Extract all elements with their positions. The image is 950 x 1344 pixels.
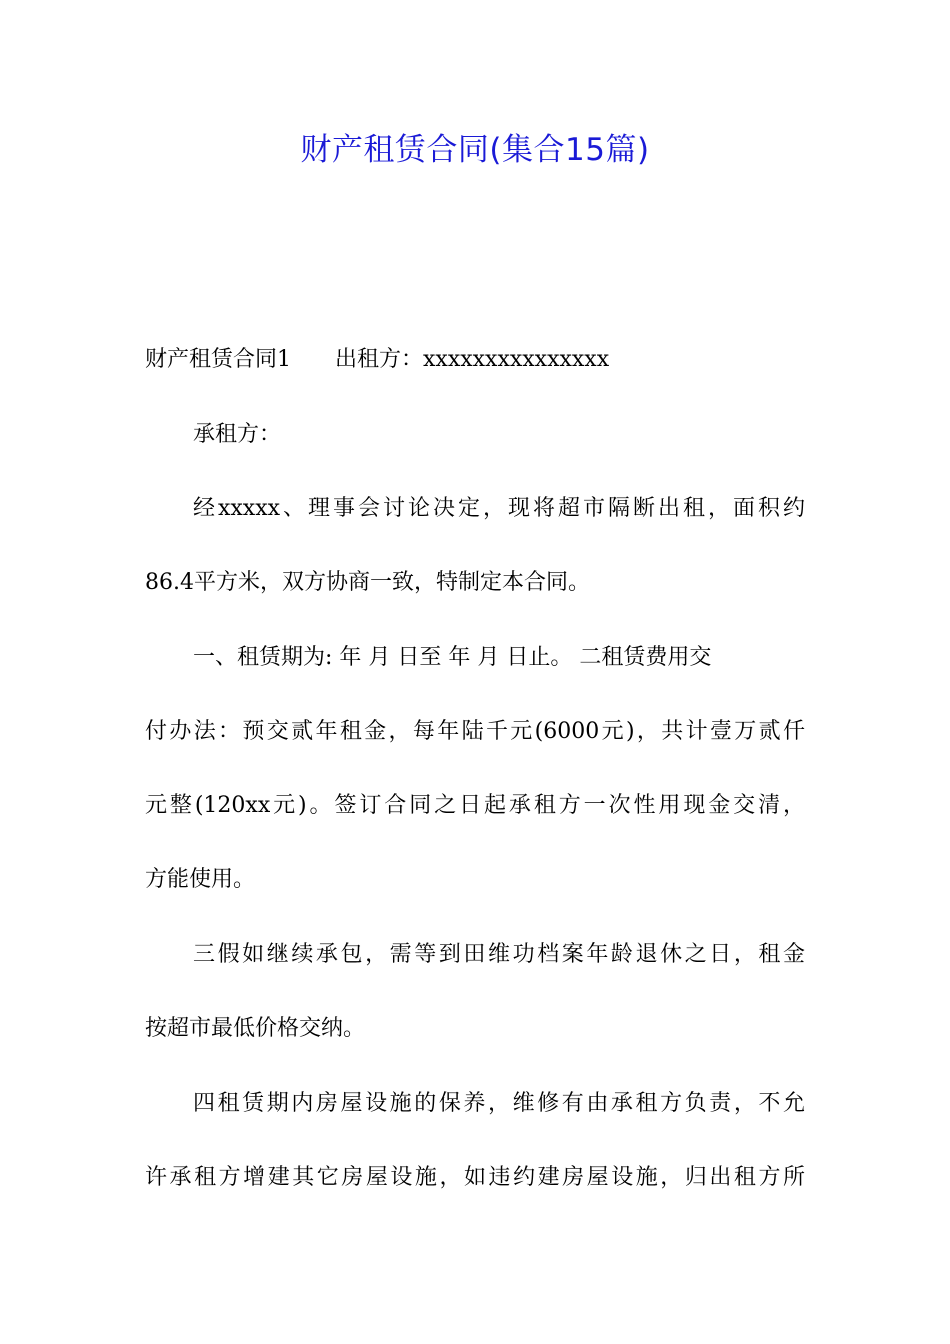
paragraph-line-6: 付办法：预交贰年租金，每年陆千元(6000元)，共计壹万贰仟: [145, 719, 805, 744]
paragraph-line-12: 许承租方增建其它房屋设施，如违约建房屋设施，归出租方所: [145, 1165, 805, 1190]
paragraph-line-2: [145, 398, 805, 472]
paragraph-line-3: 经xxxxx、理事会讨论决定，现将超市隔断出租，面积约: [193, 496, 805, 521]
document-title: 财产租赁合同(集合15篇): [300, 132, 650, 168]
lessor-label: 出租方：xxxxxxxxxxxxxxx: [335, 347, 610, 372]
paragraph-line-10: 按超市最低价格交纳。: [145, 1016, 366, 1041]
contract-heading: 财产租赁合同1: [145, 347, 291, 372]
paragraph-line-11: 四租赁期内房屋设施的保养，维修有由承租方负责，不允: [193, 1091, 805, 1116]
paragraph-line-7: 元整(120xx元)。签订合同之日起承租方一次性用现金交清，: [145, 793, 805, 818]
paragraph-line-1: [145, 323, 805, 397]
paragraph-line-9: 三假如继续承包，需等到田维功档案年龄退休之日，租金: [193, 942, 805, 967]
paragraph-line-4: 86.4平方米，双方协商一致，特制定本合同。: [145, 570, 590, 595]
paragraph-line-8: 方能使用。: [145, 867, 256, 892]
paragraph-line-5: 一、租赁期为: 年 月 日至 年 月 日止。 二租赁费用交: [193, 645, 712, 670]
lessee-label: 承租方：: [193, 422, 282, 447]
